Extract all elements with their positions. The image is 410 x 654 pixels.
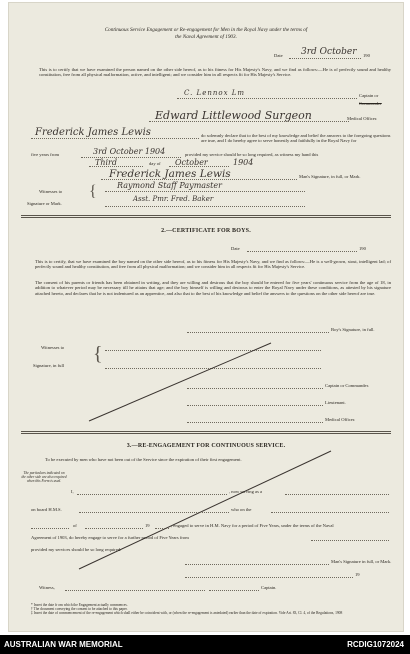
now-serving-label: , now serving as a bbox=[229, 489, 263, 494]
boys-witness-brace: { bbox=[93, 343, 103, 365]
five-years-date-handwritten: 3rd October 1904 bbox=[93, 147, 166, 156]
month-handwritten: October bbox=[175, 158, 208, 167]
re-engagement-man-signature-label: Man's Signature in full, or Mark. bbox=[331, 559, 392, 564]
day-of-label: day of bbox=[149, 161, 161, 166]
boys-witnesses-label: Witnesses to bbox=[41, 345, 65, 350]
footnote-1: * Insert the date fr om which the Engagement actually commences. bbox=[31, 603, 128, 607]
re-engagement-captain-label: Captain. bbox=[261, 585, 277, 590]
man-signature-handwritten: Frederick James Lewis bbox=[109, 168, 231, 180]
captain-signature: C. Lennox Lm bbox=[184, 89, 246, 97]
footnotes bbox=[31, 603, 391, 616]
boys-captain-label: Captain or Commander. bbox=[325, 383, 370, 388]
day-handwritten: Third bbox=[95, 158, 117, 167]
footnote-2: † The document conveying the consent to be attached to this paper. bbox=[31, 607, 128, 612]
agreement-text: Agreement of 1903, do hereby engage to serve for a further period of Five Years from bbox=[31, 535, 189, 540]
of-label: of bbox=[73, 523, 77, 528]
archive-footer-bar bbox=[0, 635, 410, 654]
man-name-handwritten: Frederick James Lewis bbox=[35, 127, 151, 138]
captain-label: Captain or bbox=[359, 93, 379, 98]
boys-date-year: 190 bbox=[359, 246, 366, 251]
witness-1-handwritten: Raymond Staff Paymaster bbox=[117, 181, 222, 190]
date-handwritten: 3rd October bbox=[301, 47, 357, 57]
form-title-line1: Continuous Service Engagement or Re-engagement for Men in the Royal Navy under the terms of bbox=[104, 27, 308, 33]
on-board-label: on board H.M.S. bbox=[31, 507, 62, 512]
boys-certificate-text: This is to certify, that we have examined the boy named on the other side hereof, as to his fitness for His Majesty's Navy, and we find as follows:—He is a well-grown, stout, intelligent lad; of perfectly sound and healthy constitution, and free from all physical malformation; and we consider him in all respects fit for His Majesty's Service. bbox=[35, 259, 391, 270]
provided-service-text: provided my service should be so long required, as witness my hand this bbox=[185, 152, 319, 157]
re-engagement-subheading: To be executed by men who have not been out of the Service since the expiration of their first engagement. bbox=[45, 457, 242, 462]
date-label: Date bbox=[274, 53, 283, 58]
who-on-label: who on the bbox=[231, 507, 252, 512]
form-title-line2: the Naval Agreement of 1903. bbox=[175, 34, 237, 40]
boy-signature-label: Boy's Signature, in full. bbox=[331, 327, 375, 332]
witness-2-handwritten: Asst. Pmr. Fred. Baker bbox=[133, 195, 214, 203]
witnesses-label: Witnesses to bbox=[39, 189, 63, 194]
certificate-for-boys-heading: 2.—CERTIFICATE FOR BOYS. bbox=[161, 228, 251, 234]
medical-officer-label: Medical Officer. bbox=[347, 116, 378, 121]
archive-record-id: RCDIG1072024 bbox=[347, 640, 404, 649]
signature-or-mark-label: Signature or Mark. bbox=[27, 201, 62, 206]
re-engagement-year-label: 19 bbox=[355, 572, 360, 577]
provided-services-text: provided my services should be so long required. bbox=[31, 547, 122, 552]
commander-label: Commander bbox=[359, 101, 382, 106]
engaged-text: , engaged to serve in H.M. Navy for a period of Five Years, under the terms of the Naval bbox=[171, 523, 334, 528]
i-label: I, bbox=[71, 489, 74, 494]
archive-name: AUSTRALIAN WAR MEMORIAL bbox=[4, 640, 123, 649]
five-years-from-label: five years from bbox=[31, 152, 60, 157]
re-engagement-side-note: The particulars indicated on the other side are also required when this Form is used. bbox=[21, 471, 67, 484]
boys-signature-label: Signature, in full bbox=[33, 363, 65, 368]
boys-consent-text: The consent of his parents or friends has been obtained in writing, and they are willing and desirous that the boy should be entered for five years' continuous service from the age of 18, in addition to whatever period may be necessary till he attains that age; and the boy himself is willing and desirous to enter the Royal Navy under these conditions, as attested by his signature attached hereto, and declares that he is not indentured as an apprentice, and also that to the best of his knowledge and belief the answers to the questions on the other side hereof are true. bbox=[35, 280, 391, 296]
re-engagement-witness-label: Witness, bbox=[39, 585, 55, 590]
document-page bbox=[8, 2, 404, 632]
boys-lieutenant-label: Lieutenant. bbox=[325, 400, 346, 405]
nineteen-label: 19 bbox=[145, 523, 150, 528]
date-year: 190 bbox=[363, 53, 370, 58]
examination-certificate-text: This is to certify that we have examined the person named on the other side hereof, as to his fitness for His Majesty's Navy, and we find as follows:—He is of perfectly sound and healthy constitution, free from all physical malformation, active, and intelligent; and we consider him in all respects fit for His Majesty's Service. bbox=[39, 67, 391, 78]
re-engagement-heading: 3.—RE-ENGAGEMENT FOR CONTINUOUS SERVICE. bbox=[126, 443, 286, 449]
footnote-3: ‡ Insert the date of commencement of the re-engagement which shall either be coincident with, or (when the re-engagement is antedated) earlier than the date of expiration. Vide Art. 83, Cl. 4, of the Regulations, 1908 bbox=[31, 611, 343, 616]
witness-brace: { bbox=[89, 183, 97, 200]
boys-medical-label: Medical Officer. bbox=[325, 417, 356, 422]
boys-date-label: Date bbox=[231, 246, 240, 251]
declaration-text: do solemnly declare that to the best of my knowledge and belief the answers to the foregoing questions are true, and I do hereby agree to serve honestly and faithfully in the Royal Navy for bbox=[201, 133, 391, 144]
year-handwritten: 1904 bbox=[233, 158, 254, 167]
medical-officer-signature: Edward Littlewood Surgeon bbox=[155, 109, 312, 122]
man-signature-label: Man's Signature, in full, or Mark. bbox=[299, 174, 361, 179]
